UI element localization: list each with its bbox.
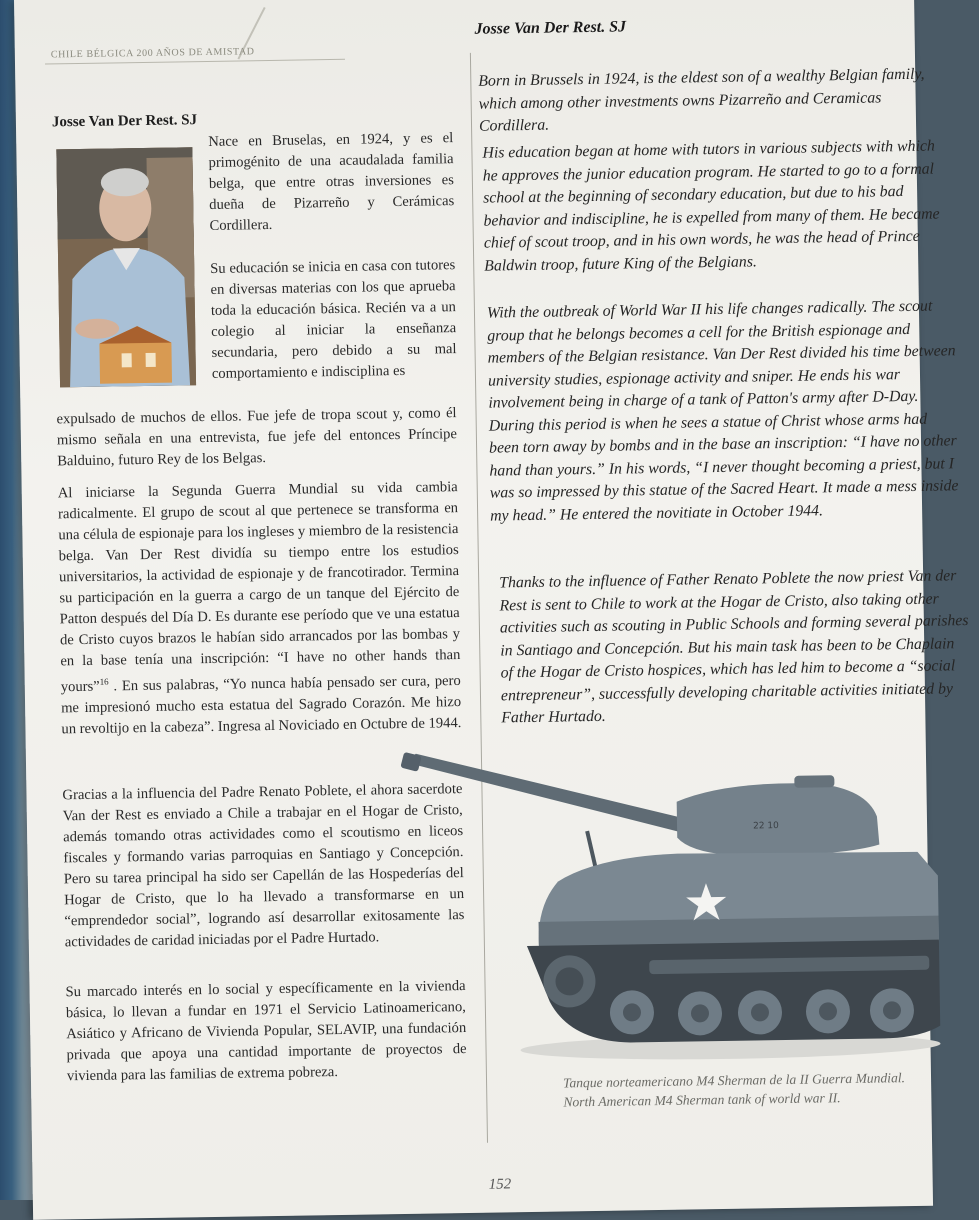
figure-caption bbox=[563, 1068, 944, 1112]
english-paragraph-2: His education began at home with tutors in various subjects with which he approves the junior education program. He started to go to a formal school at the beginning of secondary education, but due to his bad behavior and indiscipline, he is expelled from many of them. He became chief of scout troop, and in his own words, he was the head of Prince Baldwin troop, future King of the Belgians. bbox=[482, 137, 940, 275]
spanish-paragraph-2b: expulsado de muchos de ellos. Fue jefe de tropa scout y, como él mismo señala en una entrevista, fue jefe del entonces Príncipe Balduino, futuro Rey de los Belgas. bbox=[56, 405, 457, 470]
spanish-paragraph-4: Gracias a la influencia del Padre Renato Poblete, el ahora sacerdote Van der Rest es enviado a Chile a trabajar en el Hogar de Cristo, además tomando otras actividades como el scoutismo en liceos fiscales y formando varias parroquias en Santiago y Concepción. Pero su tarea principal ha sido ser Capellán de las Hospederías del Hogar de Cristo, que lo ha llevado a transformarse en un “emprendedor social”, logrando así desarrollar exitosamente las actividades de caridad iniciadas por el Padre Hurtado. bbox=[62, 781, 465, 951]
spanish-paragraph-3-text-cont: . En sus palabras, “Yo nunca había pensado ser cura, pero me impresionó mucho esta estatua del Sagrado Corazón. Me hizo un revoltijo en la cabeza”. Ingresa al Noviciado en Octubre de 1944. bbox=[61, 672, 462, 738]
spanish-paragraph-3-text: Al iniciarse la Segunda Guerra Mundial su vida cambia radicalmente. El grupo de scout al que pertenece se transforma en una célula de espionaje para los ingleses y miembro de la resistencia belga. Van Der Rest dividía su tiempo entre los estudios universitarios, la actividad de espionaje y de francotirador. Termina su participación en la guerra a cargo de un tanque del Ejército de Patton después del Día D. Es durante ese período que ve una estatua de Cristo cuyos brazos le habían sido arrancados por las bombas y en la base tenía una inscripción: “I have no other hands than yours” bbox=[57, 479, 461, 696]
spanish-paragraph-5: Su marcado interés en lo social y específicamente en la vivienda básica, lo llevan a fundar en 1971 el Servicio Latinoamericano, Asiático y Africano de Vivienda Popular, SELAVIP, una fundación privada que apoya una cantidad importante de proyectos de vivienda para las familias de extrema pobreza. bbox=[65, 978, 467, 1085]
turret-hatch bbox=[794, 775, 834, 788]
book-page bbox=[14, 0, 969, 1220]
spanish-paragraph-2a: Su educación se inicia en casa con tutores en diversas materias con los que aprueba toda la educación básica. Recién va a un colegio al iniciar la enseñanza secundaria, pero debido a su mal comportamiento e indisciplina es bbox=[210, 257, 457, 382]
tank-turret bbox=[676, 782, 879, 857]
spanish-title: Josse Van Der Rest. SJ bbox=[51, 112, 198, 131]
spanish-paragraph-1: Nace en Bruselas, en 1924, y es el primogénito de una acaudalada familia belga, que entre otras inversiones es dueña de Pizarreño y Cerámicas Cordillera. bbox=[208, 130, 455, 234]
english-paragraph-3: With the outbreak of World War II his life changes radically. The scout group that he belongs becomes a cell for the British espionage and members of the Belgian resistance. Van Der Rest divided his time between university studies, espionage activity and sniper. He ends his war involvement being in charge of a tank of Patton's army after D-Day. During this period is when he sees a statue of Christ whose arms had been torn away by bombs and in the base an inscription: “I have no other hand than yours.” In his words, “I never thought becoming a priest, but I was so impressed by this statue of the Sacred Heart. It made a mess inside my head.” He entered the novitiate in October 1944. bbox=[486, 297, 959, 525]
turret-number: 22 10 bbox=[752, 821, 779, 832]
caption-english: North American M4 Sherman tank of world war II. bbox=[563, 1090, 841, 1110]
portrait-photo bbox=[56, 147, 196, 387]
footnote-reference[interactable]: 16 bbox=[99, 676, 109, 687]
tank-gun-barrel bbox=[404, 749, 697, 840]
portrait-illustration bbox=[56, 147, 196, 387]
english-paragraph-4: Thanks to the influence of Father Renato Poblete the now priest Van der Rest is sent to Chile to work at the Hogar de Cristo, also taking other activities such as scouting in Public Schools and forming several parishes in Santiago and Concepción. But his main task has been to be Chaplain of the Hogar de Cristo hospices, which has led him to become a “social entrepreneur”, successfully developing charitable activities initiated by Father Hurtado. bbox=[499, 567, 969, 727]
sherman-tank-image bbox=[396, 726, 941, 1074]
running-head: CHILE BÉLGICA 200 AÑOS DE AMISTAD bbox=[50, 46, 255, 61]
caption-spanish: Tanque norteamericano M4 Sherman de la II Guerra Mundial. bbox=[562, 1070, 906, 1091]
spanish-paragraph-3 bbox=[58, 477, 462, 740]
english-title: Josse Van Der Rest. SJ bbox=[474, 18, 627, 38]
english-paragraph-1: Born in Brussels in 1924, is the eldest son of a wealthy Belgian family, which among other investments owns Pizarreño and Ceramicas Cordillera. bbox=[478, 65, 925, 135]
page-number: 152 bbox=[488, 1176, 512, 1193]
